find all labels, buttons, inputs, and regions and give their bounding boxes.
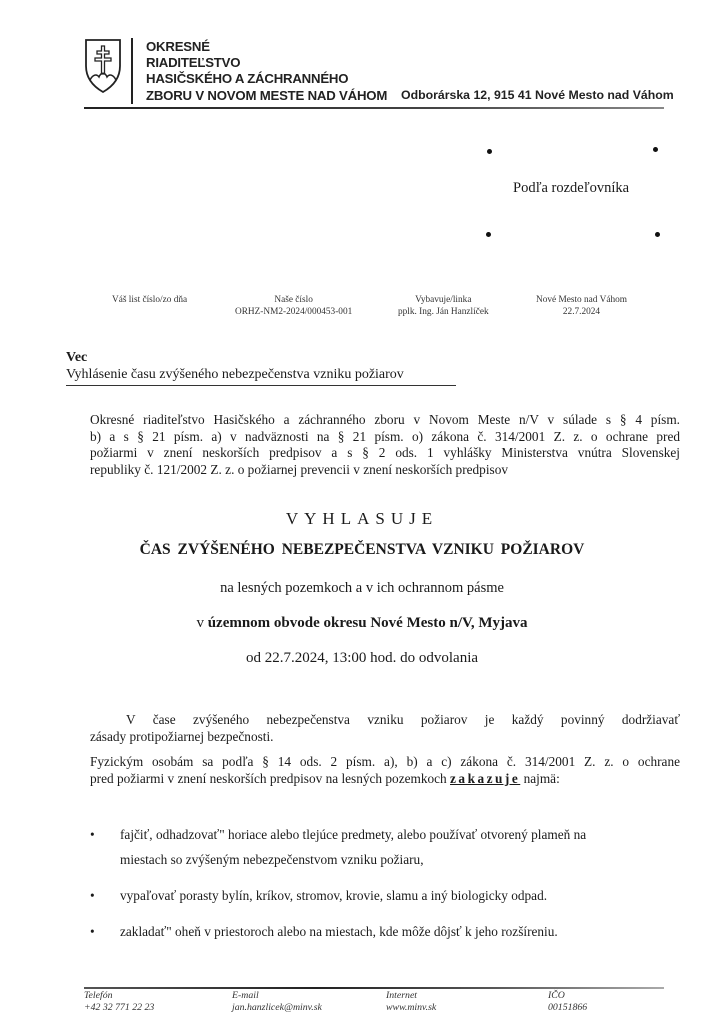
recipient: Podľa rozdeľovníka (513, 180, 630, 196)
footer-value: www.minv.sk (386, 1001, 437, 1013)
intro-line: Okresné riaditeľstvo Hasičského a záchranného zboru v Novom Meste n/V v súlade s § 4 písm. (90, 412, 680, 427)
footer-phone (84, 990, 154, 1013)
duty-line: zásady protipožiarnej bezpečnosti. (90, 728, 274, 744)
organization-name (146, 39, 387, 104)
window-mark (486, 232, 491, 237)
list-item (90, 919, 690, 944)
reference-place-date (536, 295, 627, 318)
reference-value: pplk. Ing. Ján Hanzlíček (398, 306, 489, 317)
footer-label: Telefón (84, 990, 113, 1001)
duty-paragraph (90, 712, 680, 745)
list-item-line: fajčiť, odhadzovať" horiace alebo tlejúce predmety, alebo používať otvorený plameň na (120, 827, 587, 842)
org-line: ZBORU V NOVOM MESTE NAD VÁHOM (146, 87, 388, 103)
prohibition-keyword: zakazuje (450, 770, 521, 786)
reference-your-letter (112, 295, 187, 307)
bullet-icon: • (90, 924, 95, 939)
prohibition-prefix: pred požiarmi v znení neskorších predpisov na lesných pozemkoch (90, 770, 451, 786)
intro-paragraph (90, 412, 680, 479)
organization-address: Odborárska 12, 915 41 Nové Mesto nad Váhom (401, 88, 674, 102)
footer-rule (84, 987, 664, 989)
area-prefix: v (196, 615, 208, 631)
list-item-line: miestach so zvýšeným nebezpečenstvom vzniku požiaru, (120, 852, 424, 867)
footer-label: E-mail (232, 990, 259, 1001)
declaration-scope: na lesných pozemkoch a v ich ochrannom pásme (220, 580, 504, 596)
footer-value: jan.hanzlicek@minv.sk (232, 1001, 322, 1013)
footer-ico (548, 990, 587, 1013)
subject-text: Vyhlásenie času zvýšeného nebezpečenstva vzniku požiarov (66, 367, 404, 382)
reference-value: ORHZ-NM2-2024/000453-001 (235, 306, 353, 317)
subject-underline (66, 385, 456, 386)
prohibition-list (90, 822, 690, 955)
reference-label: Nové Mesto nad Váhom (536, 295, 627, 305)
header-divider (131, 38, 133, 104)
reference-handled-by (398, 295, 489, 318)
declaration-verb: VYHLASUJE (285, 509, 439, 528)
prohibition-suffix: najmä: (520, 770, 560, 786)
declaration-period: od 22.7.2024, 13:00 hod. do odvolania (245, 650, 479, 666)
area-name: územnom obvode okresu Nové Mesto n/V, Myjava (207, 615, 528, 631)
bullet-icon: • (90, 827, 95, 842)
org-line: HASIČSKÉHO A ZÁCHRANNÉHO (146, 71, 349, 87)
footer-internet (386, 990, 436, 1013)
prohibition-line (90, 771, 680, 788)
intro-line: požiarmi v znení neskorších predpisov a s § 2 ods. 1 vyhlášky Ministerstva vnútra Slovenskej (90, 445, 680, 461)
header-rule (84, 107, 664, 109)
reference-our-number (235, 295, 352, 318)
reference-label: Vybavuje/linka (415, 295, 472, 305)
prohibition-line: Fyzickým osobám sa podľa § 14 ods. 2 písm. a), b) a c) zákona č. 314/2001 Z. z. o ochrane (90, 754, 680, 769)
list-item (90, 883, 690, 908)
footer-label: Internet (386, 990, 418, 1001)
window-mark (487, 149, 492, 154)
footer-label: IČO (548, 990, 565, 1001)
reference-label: Naše číslo (274, 295, 313, 305)
slovak-coat-of-arms-icon (84, 38, 122, 94)
duty-line: V čase zvýšeného nebezpečenstva vzniku požiarov je každý povinný dodržiavať (126, 712, 680, 727)
declaration-area (60, 615, 664, 632)
list-item (90, 822, 690, 872)
reference-label: Váš list číslo/zo dňa (112, 295, 188, 305)
intro-line: b) a s § 21 písm. a) v nadväznosti na § 21 písm. o) zákona č. 314/2001 Z. z. o ochrane pred (90, 428, 680, 444)
intro-line: republiky č. 121/2002 Z. z. o požiarnej prevencii v znení neskorších predpisov (90, 462, 508, 478)
bullet-icon: • (90, 888, 95, 903)
list-item-line: zakladať" oheň v priestoroch alebo na miestach, kde môže dôjsť k jeho rozšíreniu. (120, 924, 558, 939)
reference-value: 22.7.2024 (562, 306, 601, 317)
footer-value: 00151866 (548, 1001, 588, 1013)
org-line: OKRESNÉ (146, 39, 210, 54)
list-item-line: vypaľovať porasty bylín, kríkov, stromov, krovie, slamu a iný biologicky odpad. (120, 888, 548, 903)
org-line: RIADITEĽSTVO (146, 55, 241, 71)
footer-value: +42 32 771 22 23 (84, 1001, 155, 1013)
window-mark (653, 147, 658, 152)
window-mark (655, 232, 660, 237)
footer-email (232, 990, 322, 1013)
subject-label: Vec (66, 350, 88, 365)
declaration-title: ČAS ZVÝŠENÉHO NEBEZPEČENSTVA VZNIKU POŽIAROV (139, 541, 585, 558)
prohibition-paragraph (90, 754, 680, 787)
